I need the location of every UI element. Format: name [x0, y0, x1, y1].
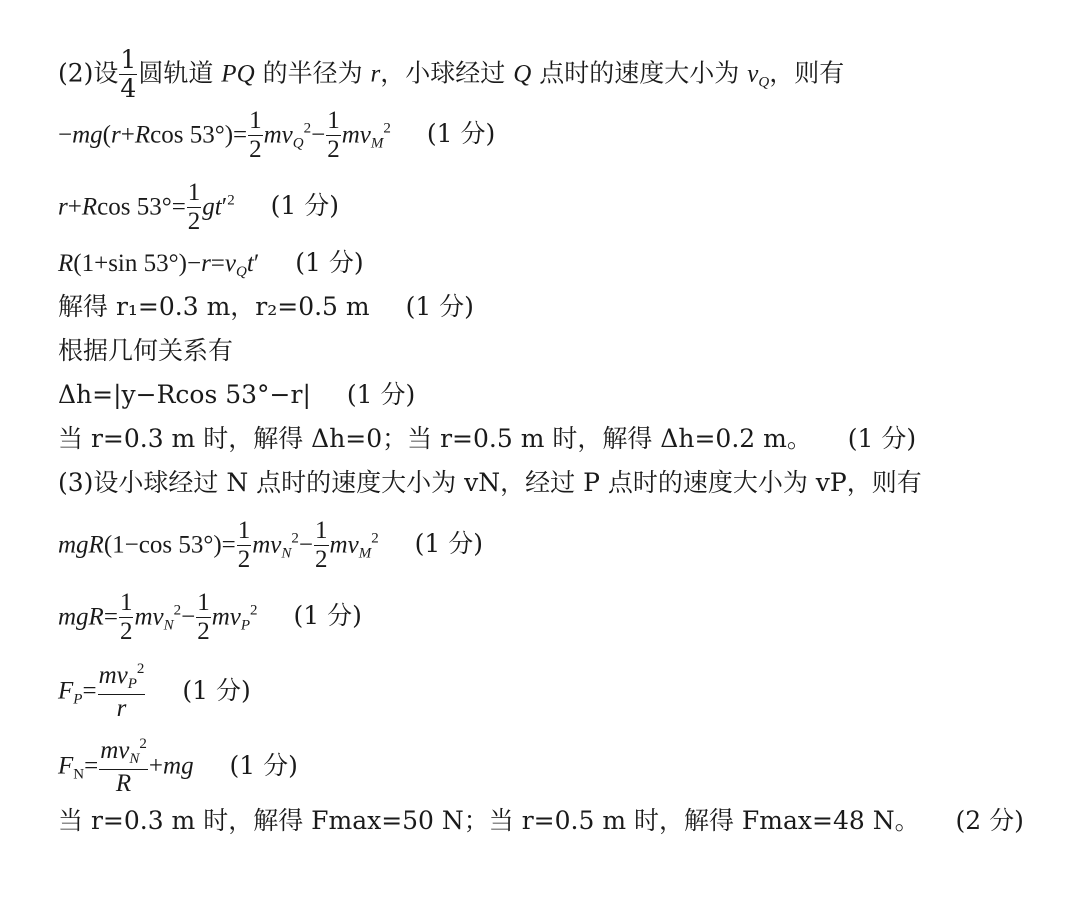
equation-force-p: $F_P=$ $\frac{mv_P^2}{r}$ (1 分)	[58, 661, 251, 722]
equation-horizontal: R(1+sin $53^\circ)-r=v_Qt'$ (1 分)	[58, 248, 364, 280]
score-label: (1 分)	[346, 380, 416, 409]
solve-r: 解得 r₁=0.3 m，r₂=0.5 m (1 分)	[58, 292, 474, 321]
equation-fall-time: r+Rcos 53°= $\frac{1}{2}$ $gt'^2$ (1 分)	[58, 179, 340, 236]
equation-energy-q: −mg(r+Rcos 53°)= $\frac{1}{2}$ $mv_Q^2-$ $\frac{1}{2}$ $mv_M^2$ (1 分)	[58, 107, 496, 164]
equation-delta-h: Δh=|y−Rcos 53°−r| (1 分)	[58, 380, 416, 409]
score-label: (1 分)	[847, 424, 917, 453]
part3-intro: (3)设小球经过 N 点时的速度大小为 vN，经过 P 点时的速度大小为 vP，则有	[58, 468, 922, 497]
part2-intro: (2)设 $\frac{1}{4}$ 圆轨道 PQ 的半径为 r，小球经过 Q 点时的速度大小为 $v_Q$，则有	[58, 45, 845, 104]
equation-energy-n: mgR(1−cos 53°)= $\frac{1}{2}$ $mv_N^2-$ $\frac{1}{2}$ $mv_M^2$ (1 分)	[58, 517, 484, 574]
score-label: (1 分)	[229, 750, 298, 780]
score-label: (1 分)	[182, 675, 251, 705]
fraction-quarter: $\frac{1}{4}$	[120, 45, 137, 104]
equation-force-n: $F_N=$ $\frac{mv_N^2}{R}$ +mg (1 分)	[58, 736, 298, 797]
score-label: (1 分)	[426, 119, 496, 149]
result-force: 当 r=0.3 m 时，解得 Fmax=50 N；当 r=0.5 m 时，解得 Fmax=48 N。 (2 分)	[58, 806, 1024, 835]
result-delta-h: 当 r=0.3 m 时，解得 Δh=0；当 r=0.5 m 时，解得 Δh=0.2 m。 (1 分)	[58, 424, 917, 453]
score-label: (1 分)	[405, 292, 474, 321]
equation-energy-p: mgR= $\frac{1}{2}$ $mv_N^2-$ $\frac{1}{2}$ $mv_P^2$ (1 分)	[58, 589, 362, 646]
geometry-statement: 根据几何关系有	[58, 336, 234, 365]
score-label: (1 分)	[293, 601, 362, 631]
score-label: (2 分)	[955, 806, 1024, 835]
score-label: (1 分)	[270, 191, 340, 221]
score-label: (1 分)	[295, 248, 364, 277]
score-label: (1 分)	[414, 529, 484, 559]
